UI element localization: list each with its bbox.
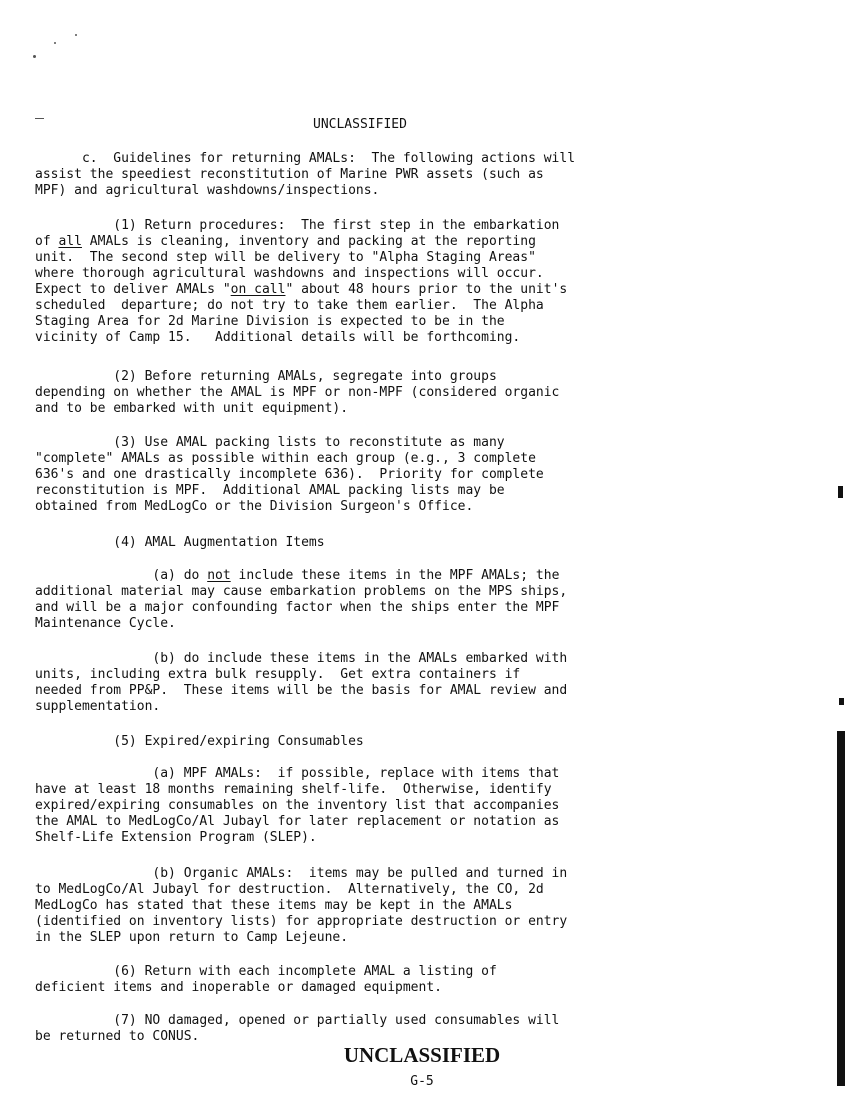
text-line: Staging Area for 2d Marine Division is expected to be in the [35,314,505,329]
text-line: the AMAL to MedLogCo/Al Jubayl for later replacement or notation as [35,814,560,829]
margin-bar [838,486,843,498]
text-line: expired/expiring consumables on the inventory list that accompanies [35,798,560,813]
text-line: additional material may cause embarkation problems on the MPS ships, [35,584,568,599]
text-line: depending on whether the AMAL is MPF or non-MPF (considered organic [35,385,560,400]
text-line: (7) NO damaged, opened or partially used consumables will [35,1013,560,1028]
text-line: 636's and one drastically incomplete 636). Priority for complete [35,467,544,482]
text-line: MedLogCo has stated that these items may be kept in the AMALs [35,898,513,913]
margin-bar [837,731,845,1086]
text-line: needed from PP&P. These items will be the basis for AMAL review and [35,683,568,698]
scan-speck [75,34,77,36]
text-line: (a) do not include these items in the MPF AMALs; the [35,568,560,583]
text-line: MPF) and agricultural washdowns/inspections. [35,183,380,198]
text-line: units, including extra bulk resupply. Get extra containers if [35,667,521,682]
text-line: be returned to CONUS. [35,1029,200,1044]
text-line: (b) Organic AMALs: items may be pulled and turned in [35,866,568,881]
text-line: and to be embarked with unit equipment). [35,401,349,416]
text-line: (3) Use AMAL packing lists to reconstitute as many [35,435,505,450]
text-line: (2) Before returning AMALs, segregate into groups [35,369,497,384]
text-line: c. Guidelines for returning AMALs: The following actions will [35,151,576,166]
text-line: (4) AMAL Augmentation Items [35,535,325,550]
text-line: vicinity of Camp 15. Additional details will be forthcoming. [35,330,521,345]
page-number: G-5 [410,1074,434,1089]
classification-footer: UNCLASSIFIED [343,1043,501,1067]
text-line: Maintenance Cycle. [35,616,176,631]
scan-dash [35,118,44,119]
text-line: and will be a major confounding factor when the ships enter the MPF [35,600,560,615]
text-line: deficient items and inoperable or damaged equipment. [35,980,442,995]
text-line: obtained from MedLogCo or the Division Surgeon's Office. [35,499,474,514]
text-line: reconstitution is MPF. Additional AMAL packing lists may be [35,483,505,498]
text-line: (b) do include these items in the AMALs embarked with [35,651,568,666]
text-line: where thorough agricultural washdowns and inspections will occur. [35,266,544,281]
text-line: (5) Expired/expiring Consumables [35,734,364,749]
text-line: supplementation. [35,699,161,714]
text-line: Shelf-Life Extension Program (SLEP). [35,830,317,845]
text-line: (6) Return with each incomplete AMAL a listing of [35,964,497,979]
text-line: (identified on inventory lists) for appropriate destruction or entry [35,914,568,929]
text-line: have at least 18 months remaining shelf-life. Otherwise, identify [35,782,552,797]
text-line: scheduled departure; do not try to take them earlier. The Alpha [35,298,544,313]
classification-header: UNCLASSIFIED [313,117,407,132]
scan-speck [54,42,56,44]
text-line: of all AMALs is cleaning, inventory and packing at the reporting [35,234,536,249]
text-line: "complete" AMALs as possible within each group (e.g., 3 complete [35,451,536,466]
text-line: (a) MPF AMALs: if possible, replace with items that [35,766,560,781]
text-line: unit. The second step will be delivery to "Alpha Staging Areas" [35,250,536,265]
text-line: assist the speediest reconstitution of Marine PWR assets (such as [35,167,544,182]
text-line: in the SLEP upon return to Camp Lejeune. [35,930,349,945]
scan-speck [33,55,36,58]
text-line: Expect to deliver AMALs "on call" about 48 hours prior to the unit's [35,282,568,297]
text-line: to MedLogCo/Al Jubayl for destruction. Alternatively, the CO, 2d [35,882,544,897]
text-line: (1) Return procedures: The first step in the embarkation [35,218,560,233]
margin-bar [839,698,844,705]
